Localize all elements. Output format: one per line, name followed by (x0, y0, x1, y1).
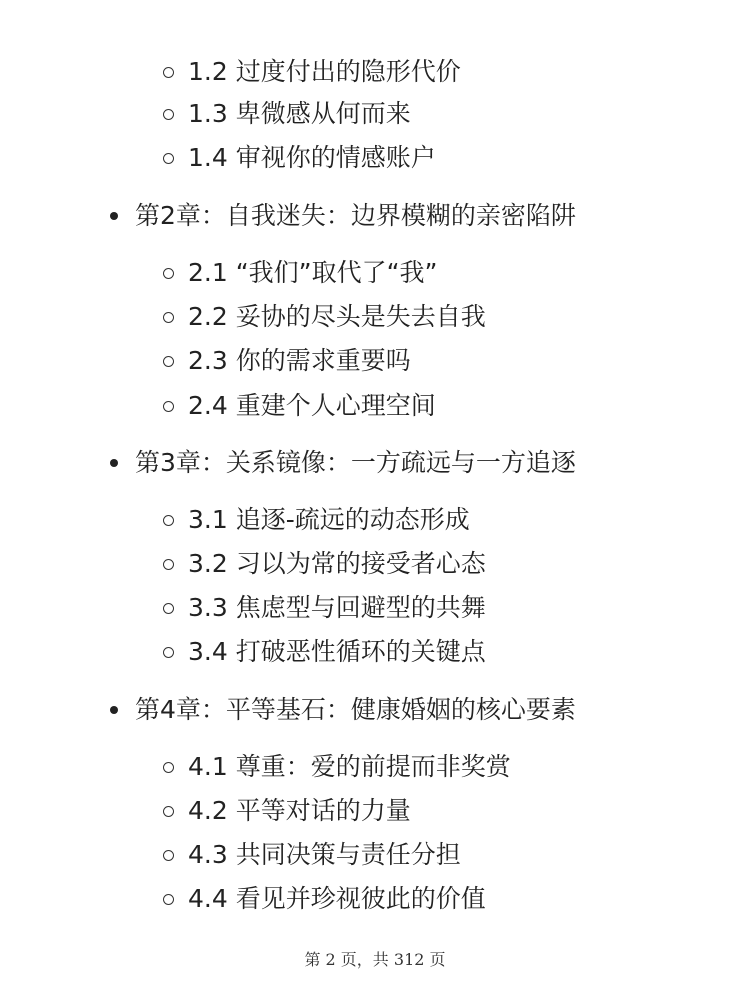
toc-item-2-4 (163, 389, 436, 423)
toc-item-label: 2.3 你的需求重要吗 (188, 346, 411, 375)
hollow-bullet-icon (163, 109, 174, 120)
hollow-bullet-icon (163, 153, 174, 164)
hollow-bullet-icon (163, 356, 174, 367)
hollow-bullet-icon (163, 401, 174, 412)
toc-item-label: 4.4 看见并珍视彼此的价值 (188, 884, 486, 913)
toc-item-label: 1.4 审视你的情感账户 (188, 143, 436, 172)
toc-item-label: 3.2 习以为常的接受者心态 (188, 549, 486, 578)
toc-chapter-2 (110, 199, 576, 233)
hollow-bullet-icon (163, 762, 174, 773)
toc-item-1-3 (163, 97, 411, 131)
toc-item-label: 2.2 妥协的尽头是失去自我 (188, 302, 486, 331)
toc-item-label: 2.4 重建个人心理空间 (188, 391, 436, 420)
toc-item-3-1 (163, 503, 470, 537)
toc-item-4-3 (163, 838, 461, 872)
toc-item-label: 1.2 过度付出的隐形代价 (188, 57, 461, 86)
filled-bullet-icon (110, 706, 118, 714)
toc-item-label: 2.1 “我们”取代了“我” (188, 258, 438, 287)
toc-item-3-2 (163, 547, 486, 581)
hollow-bullet-icon (163, 603, 174, 614)
toc-item-label: 4.1 尊重：爱的前提而非奖赏 (188, 752, 511, 781)
toc-item-1-2 (163, 55, 461, 89)
toc-item-label: 1.3 卑微感从何而来 (188, 99, 411, 128)
toc-item-label: 3.3 焦虑型与回避型的共舞 (188, 593, 486, 622)
toc-item-label: 4.2 平等对话的力量 (188, 796, 411, 825)
filled-bullet-icon (110, 212, 118, 220)
hollow-bullet-icon (163, 268, 174, 279)
toc-chapter-4 (110, 693, 576, 727)
toc-item-label: 3.4 打破恶性循环的关键点 (188, 637, 486, 666)
toc-item-1-4 (163, 141, 436, 175)
toc-chapter-3 (110, 446, 576, 480)
hollow-bullet-icon (163, 312, 174, 323)
toc-item-2-1 (163, 256, 438, 290)
hollow-bullet-icon (163, 806, 174, 817)
toc-item-3-4 (163, 635, 486, 669)
toc-item-4-4 (163, 882, 486, 916)
page-number-footer: 第 2 页，共 312 页 (304, 950, 446, 969)
hollow-bullet-icon (163, 67, 174, 78)
hollow-bullet-icon (163, 850, 174, 861)
toc-item-label: 4.3 共同决策与责任分担 (188, 840, 461, 869)
toc-chapter-title: 第2章：自我迷失：边界模糊的亲密陷阱 (135, 201, 576, 230)
toc-item-2-3 (163, 344, 411, 378)
hollow-bullet-icon (163, 559, 174, 570)
hollow-bullet-icon (163, 894, 174, 905)
hollow-bullet-icon (163, 647, 174, 658)
toc-item-4-2 (163, 794, 411, 828)
toc-item-2-2 (163, 300, 486, 334)
toc-item-3-3 (163, 591, 486, 625)
hollow-bullet-icon (163, 515, 174, 526)
filled-bullet-icon (110, 459, 118, 467)
toc-item-4-1 (163, 750, 511, 784)
toc-item-label: 3.1 追逐-疏远的动态形成 (188, 505, 470, 534)
toc-chapter-title: 第4章：平等基石：健康婚姻的核心要素 (135, 695, 576, 724)
toc-chapter-title: 第3章：关系镜像：一方疏远与一方追逐 (135, 448, 576, 477)
